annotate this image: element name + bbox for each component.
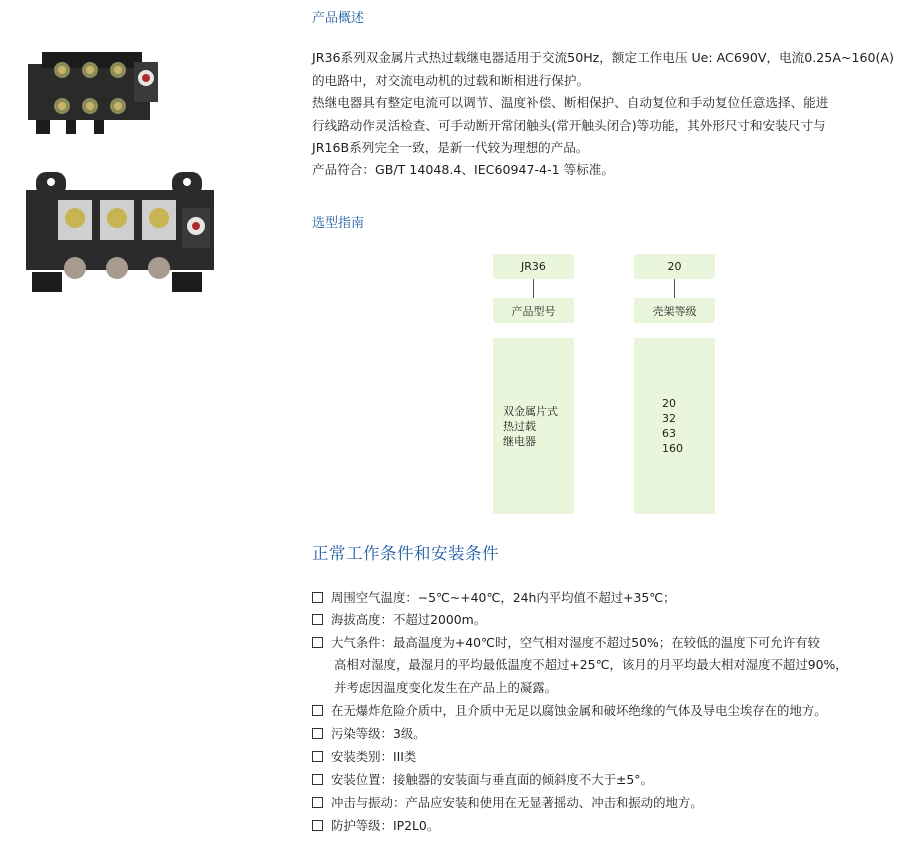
overview-paragraph-1 (312, 47, 902, 92)
overview-line: JR36系列双金属片式热过载继电器适用于交流50Hz，额定工作电压 Ue: AC690V，电流0.25A~160(A) (312, 50, 894, 65)
condition-item: 安装位置：接触器的安装面与垂直面的倾斜度不大于±5°。 (312, 769, 653, 791)
model-desc-line: 热过载 (503, 419, 536, 433)
frame-code-box: 20 (634, 254, 715, 279)
checkbox-icon (312, 774, 323, 785)
connector-line (674, 279, 675, 298)
condition-item: 海拔高度：不超过2000m。 (312, 609, 486, 631)
model-desc-box (493, 338, 574, 514)
checkbox-icon (312, 820, 323, 831)
overview-paragraph-3 (312, 159, 902, 182)
checkbox-icon (312, 592, 323, 603)
connector-line (533, 279, 534, 298)
checkbox-icon (312, 637, 323, 648)
condition-item: 大气条件：最高温度为+40℃时，空气相对湿度不超过50%；在较低的温度下可允许有较 高相对湿度，最湿月的平均最低温度不超过+25℃，该月的月平均最大相对湿度不超过90%， 并考虑因温度变化发生在产品上的凝露。 (312, 632, 848, 699)
frame-values-box (634, 338, 715, 514)
overview-title: 产品概述 (312, 11, 365, 26)
model-desc-line: 双金属片式 (503, 404, 558, 418)
frame-value: 20 (662, 397, 676, 410)
condition-item: 周围空气温度：−5℃~+40℃，24h内平均值不超过+35℃； (312, 587, 676, 609)
guide-title: 选型指南 (312, 216, 365, 231)
product-image-bottom (22, 168, 222, 294)
checkbox-icon (312, 751, 323, 762)
condition-item: 防护等级：IP2L0。 (312, 815, 439, 837)
checkbox-icon (312, 797, 323, 808)
product-image-top (22, 46, 182, 136)
model-label-box: 产品型号 (493, 298, 574, 323)
overview-line: 的电路中，对交流电动机的过载和断相进行保护。 (312, 72, 590, 88)
frame-label-box: 壳架等级 (634, 298, 715, 323)
conditions-title: 正常工作条件和安装条件 (312, 544, 499, 563)
checkbox-icon (312, 705, 323, 716)
frame-value: 63 (662, 427, 676, 440)
condition-item: 安装类别：III类 (312, 746, 416, 768)
checkbox-icon (312, 614, 323, 625)
model-code-box: JR36 (493, 254, 574, 279)
condition-item: 在无爆炸危险介质中，且介质中无足以腐蚀金属和破坏绝缘的气体及导电尘埃存在的地方。 (312, 700, 827, 722)
model-desc-line: 继电器 (503, 434, 536, 448)
overview-line: 行线路动作灵活检查、可手动断开常闭触头(常开触头闭合)等功能，其外形尺寸和安装尺寸与 (312, 117, 826, 133)
overview-paragraph-2 (312, 92, 902, 160)
frame-value: 32 (662, 412, 676, 425)
overview-line: JR16B系列完全一致，是新一代较为理想的产品。 (312, 140, 589, 155)
checkbox-icon (312, 728, 323, 739)
condition-item: 污染等级：3级。 (312, 723, 426, 745)
frame-value: 160 (662, 442, 683, 455)
overview-line: 热继电器具有整定电流可以调节、温度补偿、断相保护、自动复位和手动复位任意选择、能进 (312, 95, 829, 110)
condition-item: 冲击与振动：产品应安装和使用在无显著摇动、冲击和振动的地方。 (312, 792, 703, 814)
overview-line: 产品符合：GB/T 14048.4、IEC60947-4-1 等标准。 (312, 162, 614, 177)
